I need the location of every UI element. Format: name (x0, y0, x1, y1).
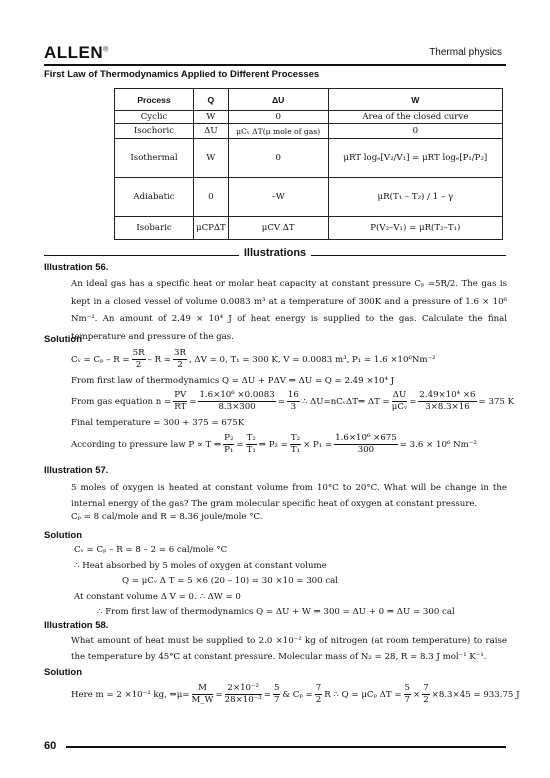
footer-rule (66, 746, 506, 748)
fraction: $\frac{\text{P₂}}{\text{P₁}}$ (224, 433, 234, 455)
table-cell: ΔU (194, 124, 229, 139)
table-cell: μCᵥ ΔT(μ mole of gas) (228, 124, 328, 139)
table-header: W (328, 89, 502, 111)
fraction: $\frac{3R}{2}$ (174, 348, 186, 370)
illustration-57-title: Illustration 57. (44, 465, 109, 476)
table-cell: 0 (228, 139, 328, 178)
fraction: $\frac{5}{7}$ (273, 683, 280, 705)
solution-line: From gas equation n = $\frac{PV}{RT}$ = $\frac{\text{1.6×10⁶ ×0.0083}}{8.3\times 300}$ = $\frac{16}{3}$ ∴ ΔU=nCᵥΔT⇒ ΔT = $\frac{\Delta U}{\text{μCᵥ}}$ = $\frac{\text{2.49×10⁴ ×6}}{3\times 8.3\times 16}$ = 375 K (71, 390, 515, 412)
fraction: $\frac{\Delta U}{\text{μCᵥ}}$ (391, 390, 408, 412)
process-table (114, 88, 503, 240)
chapter-topic: Thermal physics (429, 47, 502, 58)
solution-label: Solution (44, 334, 82, 345)
solution-line: According to pressure law P ∝ T ⇒ $\frac{\text{P₂}}{\text{P₁}}$ = $\frac{\text{T₂}}{\text{T₁}}$ ⇒ P₂ = $\frac{\text{T₂}}{\text{T₁}}$ × P₁ = $\frac{\text{1.6×10⁶ ×675}}{300}$ = 3.6 × 10⁶ Nm⁻² (71, 433, 477, 455)
table-cell: μR(T₁ – T₂) / 1 – γ (328, 178, 502, 217)
table-cell: Cyclic (115, 111, 194, 124)
fraction: $\frac{16}{3}$ (287, 390, 299, 412)
brand-logo: ALLEN® (44, 43, 109, 62)
header-rule (44, 64, 506, 66)
illustration-57-question: 5 moles of oxygen is heated at constant volume from 10°C to 20°C. What will be change in the internal energy of the gas? The gram molecular specific heat of oxygen at constant pressure. (71, 483, 507, 509)
solution-line: ∴ Heat absorbed by 5 moles of oxygen at constant volume (74, 561, 327, 571)
table-cell: Isobaric (115, 217, 194, 240)
table-cell: Isochoric (115, 124, 194, 139)
section-title: First Law of Thermodynamics Applied to Different Processes (44, 69, 320, 80)
table-cell: μRT logₑ[V₂/V₁] = μRT logₑ[P₁/P₂] (328, 139, 502, 178)
illustration-56-question: An ideal gas has a specific heat or molar heat capacity at constant pressure Cₚ =5R/2. The gas is kept in a closed vessel of volume 0.0083 m³ at a temperature of 300K and a pressure of 1.6 × 10⁶ Nm⁻². An amount of 2.49 × 10⁴ J of heat energy is supplied to the gas. Calculate the final temperature and pressure of the gas. (71, 279, 507, 342)
fraction: $\frac{\text{1.6×10⁶ ×0.0083}}{8.3\times 300}$ (199, 390, 275, 412)
table-cell: W (194, 139, 229, 178)
fraction: $\frac{7}{2}$ (423, 683, 429, 705)
table-header: Q (194, 89, 229, 111)
solution-line: Cᵥ = Cₚ – R = $\frac{5R}{2}$ – R = $\frac{3R}{2}$ , ΔV = 0, T₁ = 300 K, V = 0.0083 m³, P₁ = 1.6 ×10⁶Nm⁻² (71, 348, 436, 370)
table-header: ΔU (228, 89, 328, 111)
fraction: $\frac{M}{M\_W}$ (191, 683, 214, 705)
fraction: $\frac{5R}{2}$ (132, 348, 145, 370)
illustration-57-given: Cₚ = 8 cal/mole and R = 8.36 joule/mole °C. (71, 512, 263, 522)
solution-label: Solution (44, 530, 82, 541)
fraction: $\frac{\text{T₂}}{\text{T₁}}$ (246, 433, 256, 455)
fraction: $\frac{7}{2}$ (315, 683, 322, 705)
illustration-58-title: Illustration 58. (44, 620, 109, 631)
table-cell: Isothermal (115, 139, 194, 178)
solution-line: Q = μCᵥ Δ T = 5 ×6 (20 – 10) = 30 ×10 = 300 cal (122, 576, 339, 586)
solution-line: At constant volume Δ V = 0. ∴ ΔW = 0 (74, 592, 241, 602)
table-header: Process (115, 89, 194, 111)
table-cell: 0 (228, 111, 328, 124)
solution-line: From first law of thermodynamics Q = ΔU + PΔV ⇒ ΔU = Q = 2.49 ×10⁴ J (71, 376, 395, 386)
fraction: $\frac{\text{1.6×10⁶ ×675}}{300}$ (335, 433, 397, 455)
table-cell: 0 (328, 124, 502, 139)
solution-line: Final temperature = 300 + 375 = 675K (71, 418, 245, 428)
fraction: $\frac{\text{T₂}}{\text{T₁}}$ (290, 433, 301, 455)
illustrations-heading: Illustrations (0, 247, 550, 259)
table-cell: Adiabatic (115, 178, 194, 217)
solution-line: Here m = 2 ×10⁻² kg, ⇒μ= $\frac{M}{M\_W}$ = $\frac{\text{2×10⁻²}}{\text{28×10⁻³}}$ = $\frac{5}{7}$ & Cₚ = $\frac{7}{2}$ R ∴ Q = μCₚ ΔT = $\frac{5}{7}$ × $\frac{7}{2}$ ×8.3×45 = 933.75 J (71, 683, 520, 705)
table-cell: P(V₂–V₁) = μR(T₂–T₁) (328, 217, 502, 240)
table-cell: W (194, 111, 229, 124)
fraction: $\frac{\text{2×10⁻²}}{\text{28×10⁻³}}$ (224, 683, 262, 705)
solution-label: Solution (44, 667, 82, 678)
illustration-56-title: Illustration 56. (44, 262, 109, 273)
table-cell: 0 (194, 178, 229, 217)
table-cell: Area of the closed curve (328, 111, 502, 124)
illustration-58-question: What amount of heat must be supplied to 2.0 ×10⁻² kg of nitrogen (at room temperature) to raise the temperature by 45°C at constant pressure. Molecular mass of N₂ = 28, R = 8.3 J mol⁻¹ K⁻¹. (71, 636, 507, 662)
fraction: $\frac{\text{2.49×10⁴ ×6}}{3\times 8.3\times 16}$ (419, 390, 476, 412)
solution-line: ∴ From first law of thermodynamics Q = ΔU + W ⇒ 300 = ΔU + 0 ⇒ ΔU = 300 cal (97, 607, 455, 617)
solution-line: Cᵥ = Cₚ – R = 8 – 2 = 6 cal/mole °C (74, 545, 228, 555)
table-cell: μCV ∆T (228, 217, 328, 240)
fraction: $\frac{PV}{RT}$ (174, 390, 187, 412)
fraction: $\frac{5}{7}$ (404, 683, 410, 705)
table-cell: –W (228, 178, 328, 217)
table-cell: μCP∆T (194, 217, 229, 240)
page-number: 60 (44, 740, 57, 752)
